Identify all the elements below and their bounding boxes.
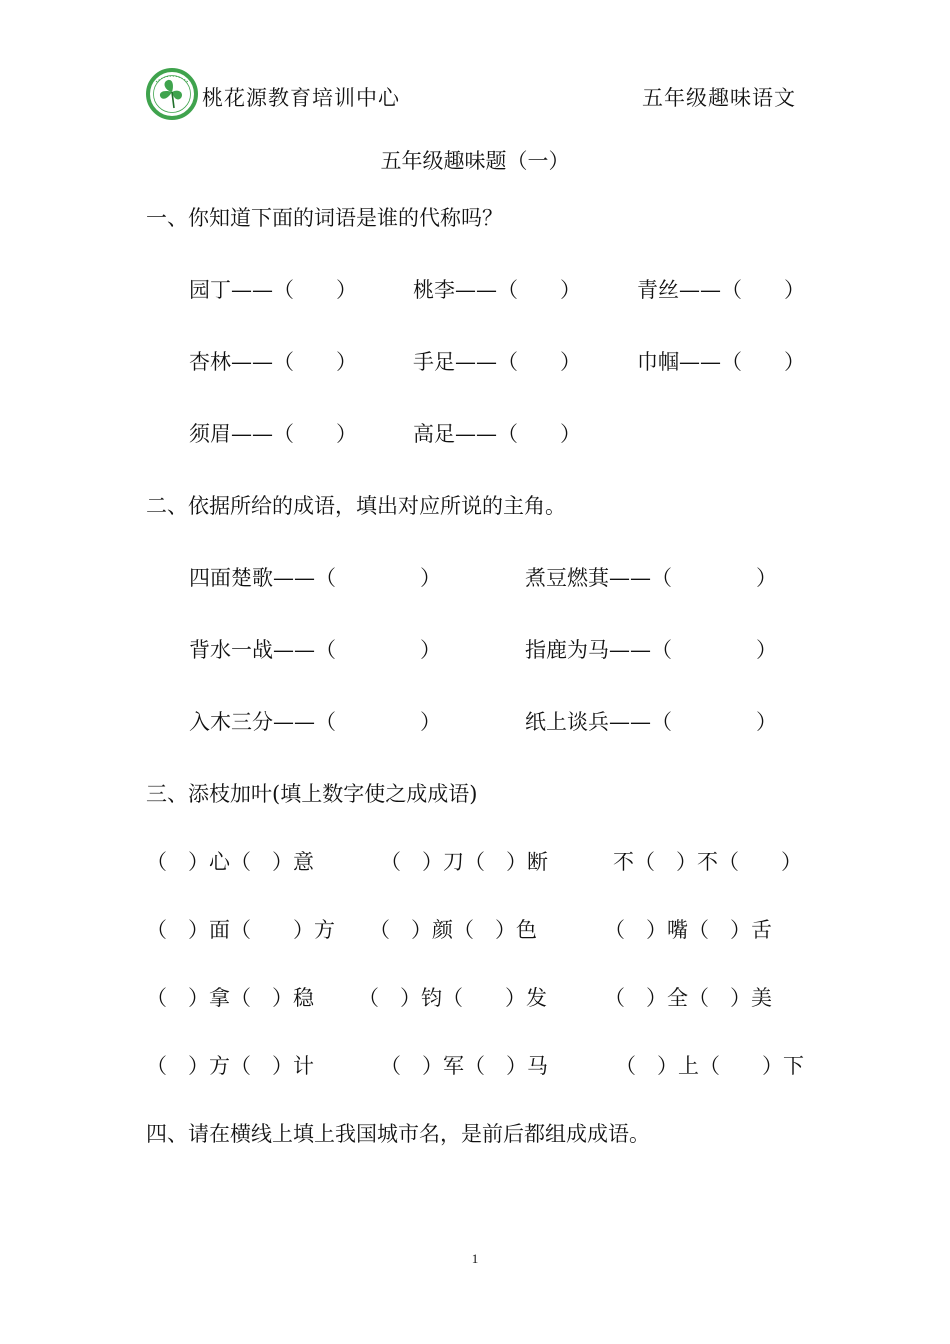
page-number: 1 xyxy=(471,1251,479,1266)
s3-item: （ ）嘴（ ）舌 xyxy=(604,918,772,942)
s1-item: 青丝——（ ） xyxy=(637,278,805,302)
s3-item: （ ）心（ ）意 xyxy=(146,850,314,874)
s3-item: （ ）军（ ）马 xyxy=(380,1054,548,1078)
page-header xyxy=(146,62,806,124)
s1-item: 杏林——（ ） xyxy=(189,350,357,374)
school-name: 桃花源教育培训中心 xyxy=(202,86,400,110)
school-logo xyxy=(146,68,198,120)
s3-item: （ ）面（ ）方 xyxy=(146,918,335,942)
section3-heading: 三、添枝加叶(填上数字使之成成语) xyxy=(146,782,478,806)
s3-item: （ ）全（ ）美 xyxy=(604,986,772,1010)
s3-item: （ ）颜（ ）色 xyxy=(369,918,537,942)
s3-item: （ ）拿（ ）稳 xyxy=(146,986,314,1010)
s2-item: 背水一战——（ ） xyxy=(189,638,441,662)
s3-item: （ ）钧（ ）发 xyxy=(358,986,547,1010)
s2-item: 纸上谈兵——（ ） xyxy=(525,710,777,734)
s1-item: 巾帼——（ ） xyxy=(637,350,805,374)
s3-item: （ ）刀（ ）断 xyxy=(380,850,548,874)
section1-heading: 一、你知道下面的词语是谁的代称吗？ xyxy=(146,206,503,230)
s2-item: 指鹿为马——（ ） xyxy=(525,638,777,662)
s1-item: 须眉——（ ） xyxy=(189,422,357,446)
s1-item: 手足——（ ） xyxy=(413,350,581,374)
s3-item: 不（ ）不（ ） xyxy=(613,850,802,874)
grade-subject-label: 五年级趣味语文 xyxy=(642,86,796,110)
s3-item: （ ）方（ ）计 xyxy=(146,1054,314,1078)
s2-item: 四面楚歌——（ ） xyxy=(189,566,441,590)
section4-heading: 四、请在横线上填上我国城市名，是前后都组成成语。 xyxy=(146,1122,650,1146)
worksheet-title: 五年级趣味题（一） xyxy=(380,149,570,173)
s1-item: 桃李——（ ） xyxy=(413,278,581,302)
section2-heading: 二、依据所给的成语，填出对应所说的主角。 xyxy=(146,494,566,518)
s2-item: 煮豆燃萁——（ ） xyxy=(525,566,777,590)
s1-item: 高足——（ ） xyxy=(413,422,581,446)
s2-item: 入木三分——（ ） xyxy=(189,710,441,734)
s3-item: （ ）上（ ）下 xyxy=(615,1054,804,1078)
s1-item: 园丁——（ ） xyxy=(189,278,357,302)
